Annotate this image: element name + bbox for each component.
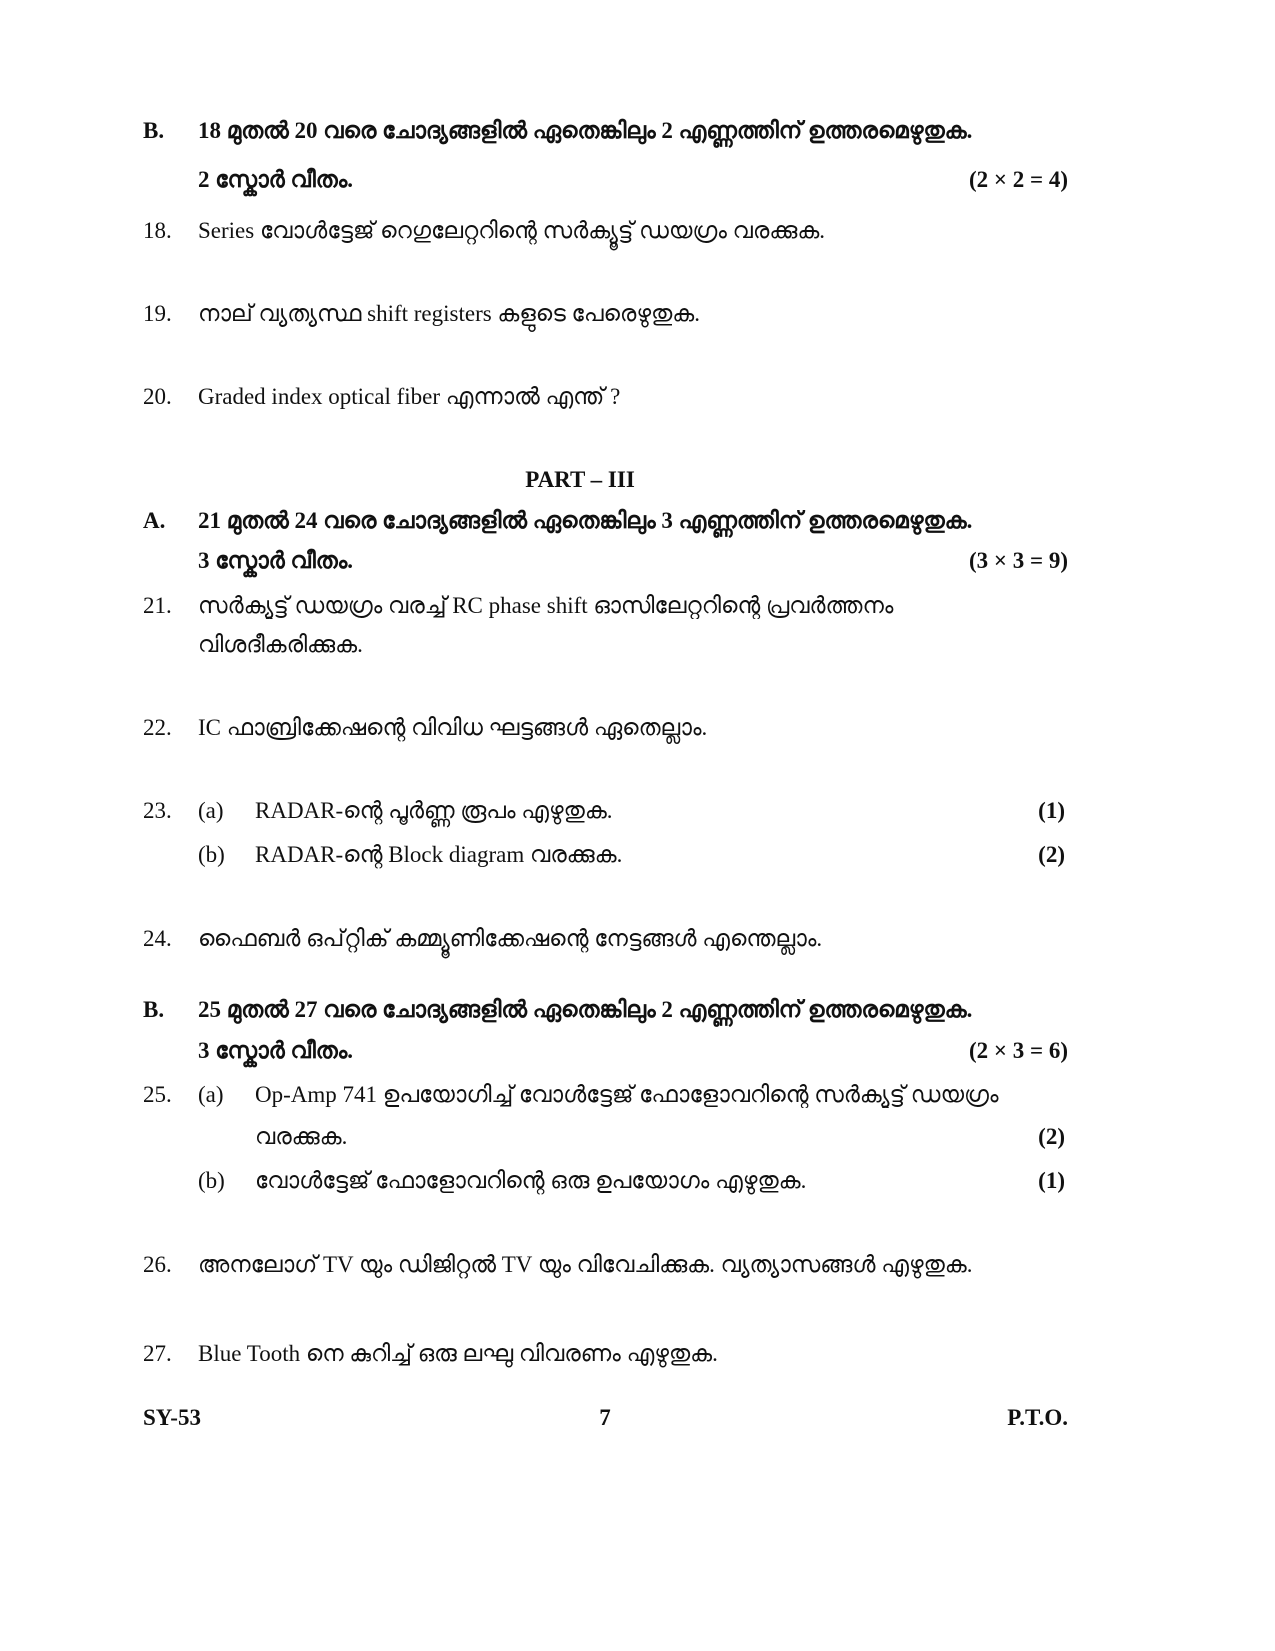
section-marks: (3 × 3 = 9) (968, 548, 1068, 573)
question-text: അനലോഗ് TV യും ഡിജിറ്റൽ TV യും വിവേചിക്കുക. വ്യത്യാസങ്ങൾ എഴുതുക. (198, 1252, 973, 1277)
section-marks: (2 × 3 = 6) (968, 1038, 1068, 1063)
section-marks: (2 × 2 = 4) (968, 167, 1068, 192)
subquestion-text: വോൾട്ടേജ് ഫോളോവറിന്റെ ഒരു ഉപയോഗം എഴുതുക. (255, 1168, 807, 1193)
question-text: Series വോൾട്ടേജ് റെഗുലേറ്ററിന്റെ സർക്യൂട്ട് ഡയഗ്രം വരക്കുക. (198, 218, 826, 243)
subquestion-text: RADAR-ന്റെ Block diagram വരക്കുക. (255, 842, 623, 867)
subquestion-marks: (1) (1038, 798, 1065, 823)
footer-code: SY-53 (143, 1405, 201, 1430)
question-text-line1: സർക്യൂട്ട് ഡയഗ്രം വരച്ച് RC phase shift ഓസിലേറ്ററിന്റെ പ്രവർത്തനം (198, 593, 894, 618)
question-number: 18. (143, 218, 172, 243)
subquestion-text: RADAR-ന്റെ പൂർണ്ണ രൂപം എഴുതുക. (255, 798, 613, 823)
section-score: 2 സ്കോർ വീതം. (198, 167, 354, 192)
section-score: 3 സ്കോർ വീതം. (198, 1038, 354, 1063)
question-number: 21. (143, 593, 172, 618)
question-number: 23. (143, 798, 172, 823)
question-text: നാല് വ്യത്യസ്ഥ shift registers കളുടെ പേരെഴുതുക. (198, 301, 700, 326)
question-number: 19. (143, 301, 172, 326)
section-instruction: 21 മുതൽ 24 വരെ ചോദ്യങ്ങളിൽ ഏതെങ്കിലും 3 എണ്ണത്തിന് ഉത്തരമെഴുതുക. (198, 508, 973, 533)
question-text: Blue Tooth നെ കുറിച്ച് ഒരു ലഘു വിവരണം എഴുതുക. (198, 1341, 718, 1366)
page-number: 7 (599, 1405, 611, 1430)
question-number: 25. (143, 1082, 172, 1107)
question-text-line2: വിശദീകരിക്കുക. (198, 632, 363, 657)
subquestion-text-line1: Op-Amp 741 ഉപയോഗിച്ച് വോൾട്ടേജ് ഫോളോവറിന്റെ സർക്യൂട്ട് ഡയഗ്രം (255, 1082, 999, 1107)
subquestion-marks: (2) (1038, 842, 1065, 867)
section-instruction: 18 മുതൽ 20 വരെ ചോദ്യങ്ങളിൽ ഏതെങ്കിലും 2 എണ്ണത്തിന് ഉത്തരമെഴുതുക. (198, 118, 973, 143)
subquestion-marks: (2) (1038, 1124, 1065, 1149)
subquestion-text-line2: വരക്കുക. (255, 1124, 348, 1149)
subquestion-label: (a) (198, 798, 224, 823)
section-instruction: 25 മുതൽ 27 വരെ ചോദ്യങ്ങളിൽ ഏതെങ്കിലും 2 എണ്ണത്തിന് ഉത്തരമെഴുതുക. (198, 997, 973, 1022)
subquestion-label: (b) (198, 842, 225, 867)
question-number: 22. (143, 715, 172, 740)
question-text: IC ഫാബ്രിക്കേഷന്റെ വിവിധ ഘട്ടങ്ങൾ ഏതെല്ലാം. (198, 715, 708, 740)
question-text: Graded index optical fiber എന്നാൽ എന്ത് ? (198, 384, 621, 409)
part-title: PART – III (525, 467, 635, 492)
section-score: 3 സ്കോർ വീതം. (198, 548, 354, 573)
question-number: 20. (143, 384, 172, 409)
question-number: 27. (143, 1341, 172, 1366)
section-letter: A. (143, 508, 166, 533)
subquestion-marks: (1) (1038, 1168, 1065, 1193)
question-text: ഫൈബർ ഒപ്റ്റിക് കമ്മ്യൂണിക്കേഷന്റെ നേട്ടങ്ങൾ എന്തെല്ലാം. (198, 926, 823, 951)
subquestion-label: (b) (198, 1168, 225, 1193)
question-number: 24. (143, 926, 172, 951)
section-letter: B. (143, 118, 165, 143)
question-number: 26. (143, 1252, 172, 1277)
subquestion-label: (a) (198, 1082, 224, 1107)
section-letter: B. (143, 997, 165, 1022)
footer-pto: P.T.O. (1007, 1405, 1068, 1430)
